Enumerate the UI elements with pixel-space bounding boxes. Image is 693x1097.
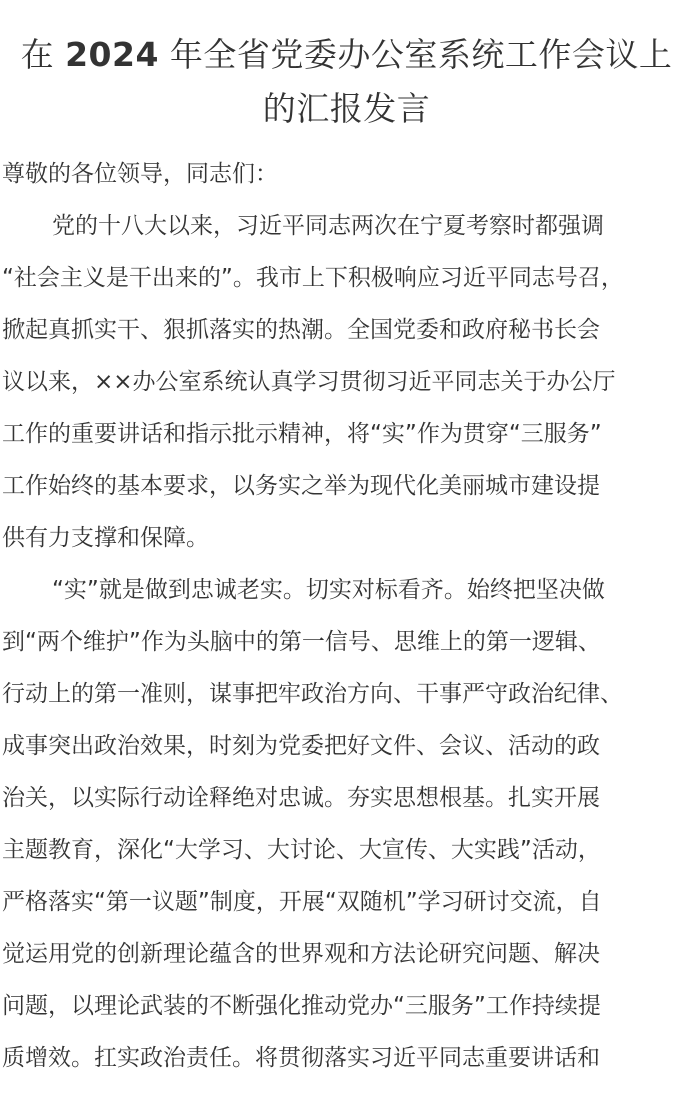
paragraph-line: 工作的重要讲话和指示批示精神，将“实”作为贯穿“三服务” xyxy=(2,421,602,447)
paragraph-line: 问题，以理论武装的不断强化推动党办“三服务”工作持续提 xyxy=(2,993,601,1019)
document-title xyxy=(0,28,693,136)
paragraph-line: 觉运用党的创新理论蕴含的世界观和方法论研究问题、解决 xyxy=(2,941,600,967)
paragraph-2 xyxy=(2,564,693,1084)
salutation: 尊敬的各位领导，同志们： xyxy=(2,161,278,187)
paragraph-line: 工作始终的基本要求，以务实之举为现代化美丽城市建设提 xyxy=(2,473,600,499)
title-suffix: 年全省党委办公室系统工作会议上 xyxy=(158,35,673,74)
title-year: 2024 xyxy=(65,35,159,74)
title-prefix: 在 xyxy=(20,35,66,74)
paragraph-line: “社会主义是干出来的”。我市上下积极响应习近平同志号召， xyxy=(2,265,624,291)
paragraph-line: 主题教育，深化“大学习、大讨论、大宣传、大实践”活动， xyxy=(2,837,601,863)
paragraph-line: 严格落实“第一议题”制度，开展“双随机”学习研讨交流，自 xyxy=(2,889,602,915)
paragraph-line: 议以来，××办公室系统认真学习贯彻习近平同志关于办公厅 xyxy=(2,369,616,395)
paragraph-line: 供有力支撑和保障。 xyxy=(2,525,209,551)
paragraph-line: 到“两个维护”作为头脑中的第一信号、思维上的第一逻辑、 xyxy=(2,629,601,655)
paragraph-line: 治关，以实际行动诠释绝对忠诚。夯实思想根基。扎实开展 xyxy=(2,785,600,811)
title-line-2: 的汇报发言 xyxy=(262,89,431,128)
paragraph-line: 质增效。扛实政治责任。将贯彻落实习近平同志重要讲话和 xyxy=(2,1045,600,1071)
paragraph-1 xyxy=(2,200,693,564)
paragraph-line: 掀起真抓实干、狠抓落实的热潮。全国党委和政府秘书长会 xyxy=(2,317,600,343)
paragraph-line: “实”就是做到忠诚老实。切实对标看齐。始终把坚决做 xyxy=(52,577,605,603)
paragraph-line: 党的十八大以来，习近平同志两次在宁夏考察时都强调 xyxy=(52,213,604,239)
paragraph-line: 行动上的第一准则，谋事把牢政治方向、干事严守政治纪律、 xyxy=(2,681,623,707)
paragraph-line: 成事突出政治效果，时刻为党委把好文件、会议、活动的政 xyxy=(2,733,600,759)
title-line-1 xyxy=(21,35,673,74)
